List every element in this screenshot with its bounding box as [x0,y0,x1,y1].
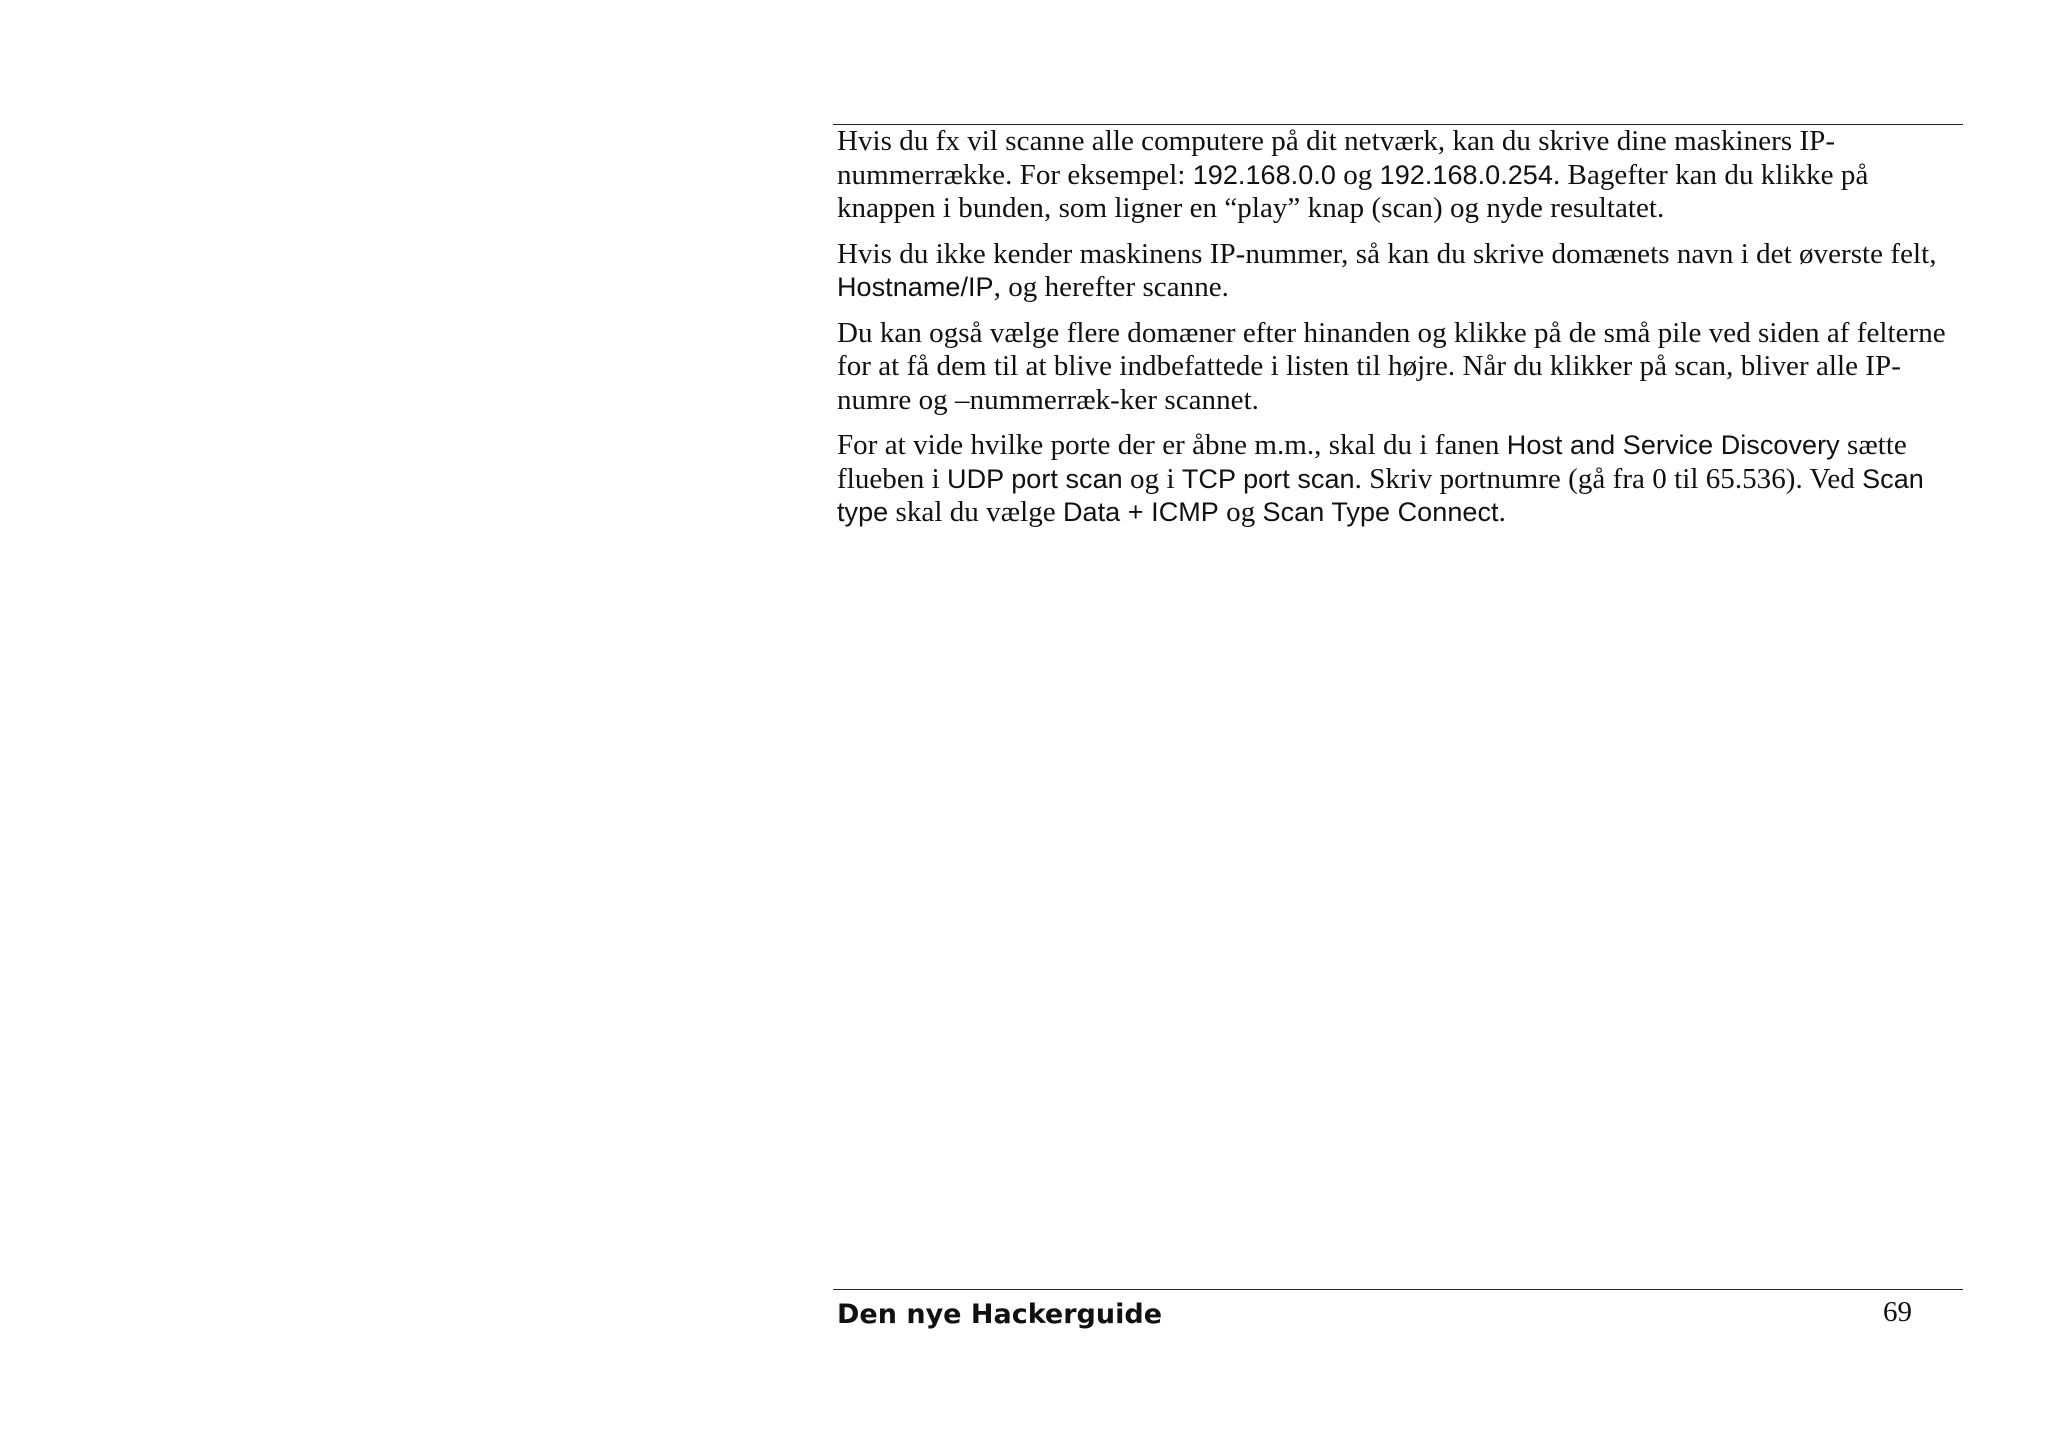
text-segment: , og herefter scanne. [993,271,1229,303]
scan-type-connect-term: Scan Type Connect [1262,497,1499,527]
ip-start-value: 192.168.0.0 [1192,159,1336,190]
paragraph-ip-range [837,125,1963,226]
page-number: 69 [1883,1296,1912,1328]
data-icmp-term: Data + ICMP [1062,497,1219,527]
page-footer [833,1289,1963,1330]
paragraph-port-scan [837,429,1963,530]
text-segment: sætte flueben i [837,429,1907,495]
text-segment: . Skriv portnumre (gå fra 0 til 65.536). Ved [1354,462,1863,495]
scan-type-term: Scan type [837,463,1924,527]
text-segment: . Bagefter kan du klikke på knappen i bunden, som ligner en “play” knap (scan) og nyde resultatet. [837,158,1869,224]
udp-scan-term: UDP port scan [947,463,1123,494]
text-segment: . [1498,496,1506,528]
text-segment: For at vide hvilke porte der er åbne m.m., skal du i fanen [837,429,1507,461]
paragraph-hostname [837,238,1963,305]
tcp-scan-term: TCP port scan [1181,463,1355,494]
tab-name-term: Host and Service Discovery [1506,430,1840,460]
hostname-field-term: Hostname/IP [837,272,994,302]
text-segment: og [1218,496,1263,528]
text-segment: og i [1122,462,1182,495]
footer-title: Den nye Hackerguide [837,1299,1163,1330]
body-text-column [833,124,1963,542]
text-segment: Hvis du fx vil scanne alle computere på dit netværk, kan du skrive dine maskiners IP-nummerrække. For eksempel: [837,125,1836,191]
text-segment: skal du vælge [888,496,1063,528]
paragraph-multiple-domains [837,317,1963,418]
text-segment: Hvis du ikke kender maskinens IP-nummer, så kan du skrive domænets navn i det øverste felt, [837,237,1937,270]
text-segment: Du kan også vælge flere domæner efter hinanden og klikke på de små pile ved siden af felterne for at få dem til at blive indbefattede i listen til højre. Når du klikker på scan, bliver alle IP-numre og –nummerræk-ker scannet. [837,316,1946,416]
ip-end-value: 192.168.0.254 [1379,159,1553,190]
text-segment: og [1335,158,1380,191]
